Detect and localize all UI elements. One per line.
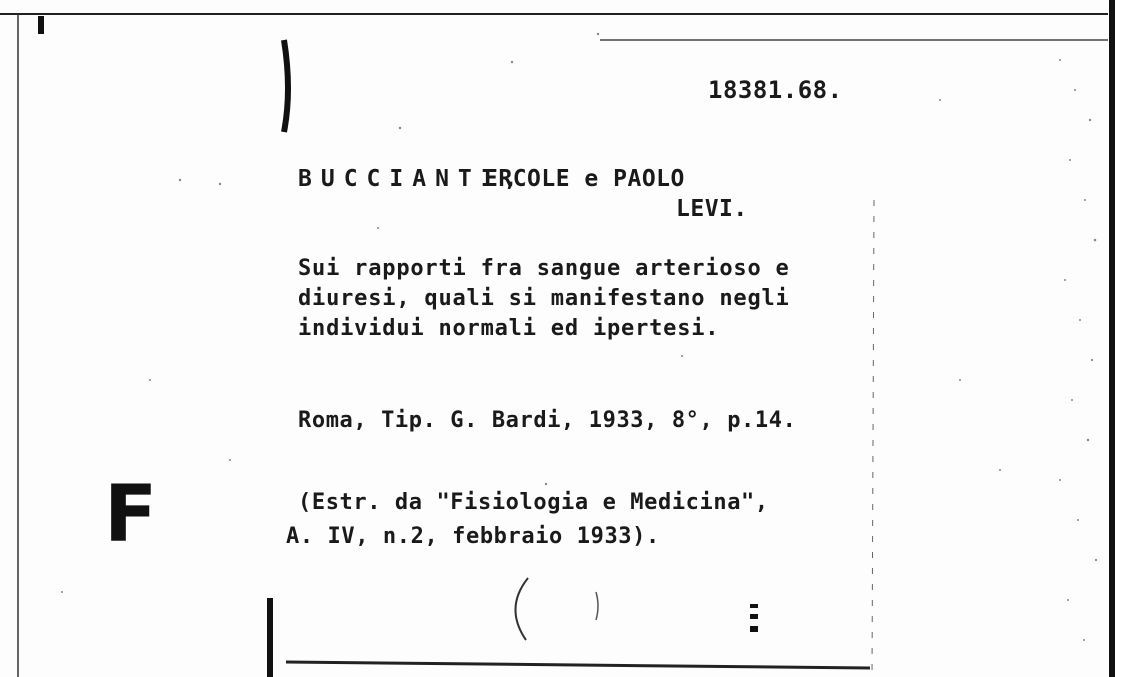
title-line: Sui rapporti fra sangue arterioso e	[298, 256, 790, 281]
title-line: diuresi, quali si manifestano negli	[298, 286, 790, 311]
top-hole-mark	[284, 40, 288, 132]
author-given-names: ERCOLE e PAOLO	[484, 166, 685, 192]
author-second-surname: LEVI.	[676, 196, 748, 222]
imprint-line: Roma, Tip. G. Bardi, 1933, 8°, p.14.	[298, 408, 797, 433]
catalog-number: 18381.68.	[708, 76, 843, 104]
hole-outline-left	[515, 578, 528, 640]
ink-dot	[750, 626, 758, 632]
right-dashed-line	[872, 200, 874, 677]
extract-note-line: A. IV, n.2, febbraio 1933).	[286, 524, 660, 549]
ink-dot	[750, 614, 758, 619]
extract-note-line: (Estr. da "Fisiologia e Medicina",	[298, 490, 769, 515]
hole-outline-right	[596, 592, 598, 620]
ink-dot	[750, 604, 758, 608]
stamp-letter: F	[104, 470, 158, 560]
author-surname: BUCCIANTI,	[298, 166, 527, 192]
bottom-rule-line	[286, 662, 870, 668]
top-left-mark	[38, 16, 44, 34]
title-line: individui normali ed ipertesi.	[298, 316, 720, 341]
